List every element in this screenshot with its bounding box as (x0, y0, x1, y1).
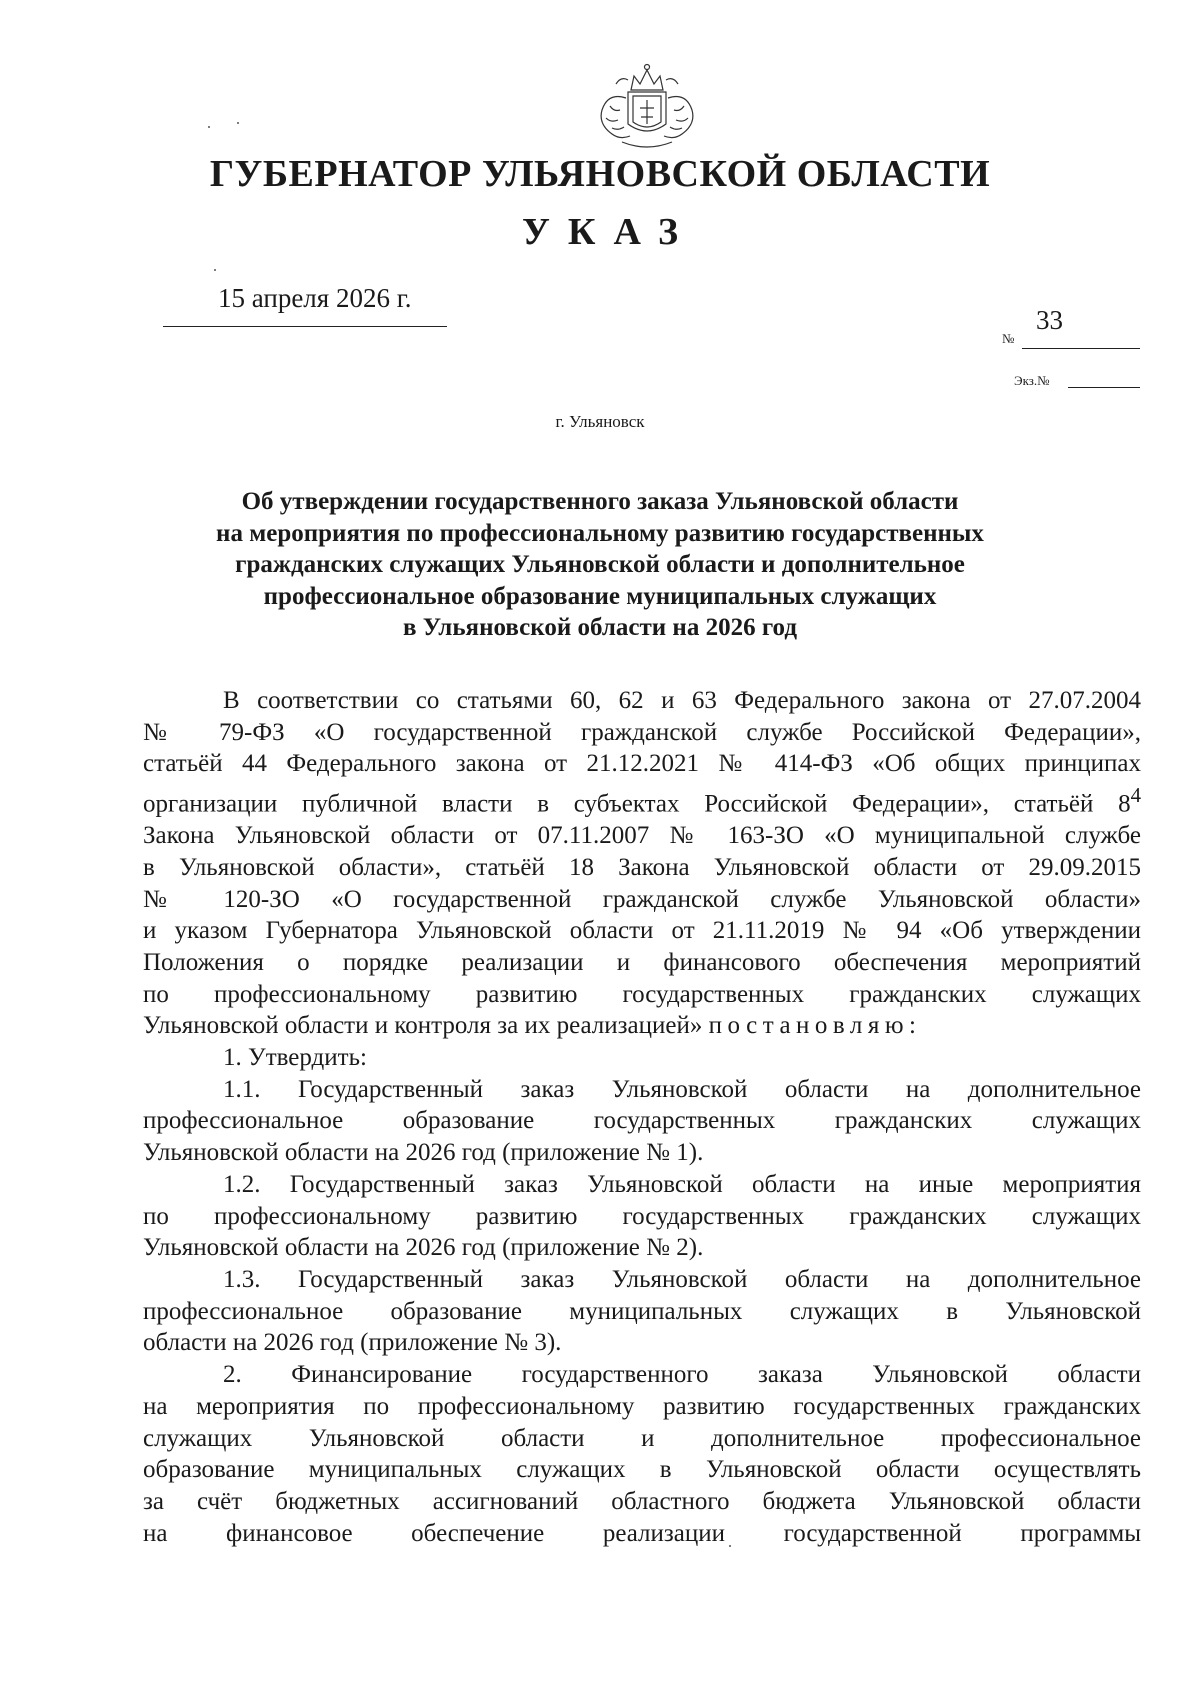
title-line: в Ульяновской области на 2026 год (403, 614, 797, 641)
scan-speck (208, 126, 210, 128)
city-line: г. Ульяновск (555, 412, 645, 431)
superscript: 4 (1130, 783, 1141, 808)
number-underline (1022, 348, 1140, 349)
body-line: № 79-ФЗ «О государственной гражданской службе Российской Федерации», (143, 718, 1141, 746)
body-line: по профессиональному развитию государственных гражданских служащих (143, 1202, 1141, 1230)
decree-number: 33 (1036, 305, 1063, 335)
decree-title (140, 486, 1060, 644)
body-line: образование муниципальных служащих в Ульяновской области осуществлять (143, 1456, 1141, 1484)
body-line: Ульяновской области на 2026 год (приложение № 1). (143, 1139, 704, 1167)
decree-date: 15 апреля 2026 г. (218, 283, 412, 313)
body-line: статьёй 44 Федерального закона от 21.12.2021 № 414-ФЗ «Об общих принципах (143, 750, 1141, 778)
body-line: служащих Ульяновской области и дополнительное профессиональное (143, 1424, 1141, 1452)
body-line: профессиональное образование муниципальных служащих в Ульяновской (143, 1297, 1141, 1325)
body-line-text: Ульяновской области и контроля за их реализацией» (143, 1012, 703, 1040)
copy-number-underline (1068, 387, 1140, 388)
scan-speck (237, 122, 239, 124)
body-line (143, 1010, 1141, 1042)
body-line-text: организации публичной власти в субъектах Российской Федерации», статьёй 8 (143, 790, 1131, 818)
coat-of-arms-emblem (586, 62, 708, 154)
body-line: Закона Ульяновской области от 07.11.2007 № 163-ЗО «О муниципальной службе (143, 822, 1141, 850)
title-line: профессиональное образование муниципальных служащих (263, 582, 937, 610)
body-line: В соответствии со статьями 60, 62 и 63 Федерального закона от 27.07.2004 (223, 687, 1141, 714)
document-type: УКАЗ (522, 211, 696, 253)
list-item: 1.2. Государственный заказ Ульяновской области на иные мероприятия (223, 1170, 1141, 1198)
copy-number-label: Экз.№ (1014, 373, 1050, 388)
decree-body (143, 685, 1141, 1549)
body-line: в Ульяновской области», статьёй 18 Закона Ульяновской области от 29.09.2015 (143, 853, 1141, 881)
title-line: гражданских служащих Ульяновской области и дополнительное (235, 551, 965, 578)
body-line: и указом Губернатора Ульяновской области от 21.11.2019 № 94 «Об утверждении (143, 917, 1141, 945)
number-label: № (1002, 331, 1015, 346)
list-item: 1. Утвердить: (223, 1044, 367, 1072)
body-line: Ульяновской области на 2026 год (приложение № 2). (143, 1234, 704, 1262)
body-line: Положения о порядке реализации и финансового обеспечения мероприятий (143, 948, 1141, 976)
body-line: по профессиональному развитию государственных гражданских служащих (143, 980, 1141, 1008)
body-line: на мероприятия по профессиональному развитию государственных гражданских (143, 1392, 1141, 1420)
body-line: на финансовое обеспечение реализации государственной программы (143, 1519, 1141, 1547)
body-line: за счёт бюджетных ассигнований областного бюджета Ульяновской области (143, 1487, 1141, 1515)
title-line: на мероприятия по профессиональному развитию государственных (216, 519, 984, 547)
body-line: профессиональное образование государственных гражданских служащих (143, 1107, 1141, 1135)
title-line: Об утверждении государственного заказа Ульяновской области (241, 488, 959, 515)
list-item: 1.1. Государственный заказ Ульяновской области на дополнительное (223, 1075, 1141, 1103)
body-line: № 120-ЗО «О государственной гражданской службе Ульяновской области» (143, 885, 1141, 913)
organization-heading: ГУБЕРНАТОР УЛЬЯНОВСКОЙ ОБЛАСТИ (209, 153, 991, 195)
list-item: 1.3. Государственный заказ Ульяновской области на дополнительное (223, 1265, 1141, 1293)
scan-speck (214, 269, 216, 271)
body-line (143, 780, 1141, 820)
decree-word: постановляю: (708, 1012, 922, 1040)
date-underline (163, 326, 447, 327)
body-line: области на 2026 год (приложение № 3). (143, 1329, 562, 1357)
list-item: 2. Финансирование государственного заказа Ульяновской области (223, 1361, 1141, 1389)
